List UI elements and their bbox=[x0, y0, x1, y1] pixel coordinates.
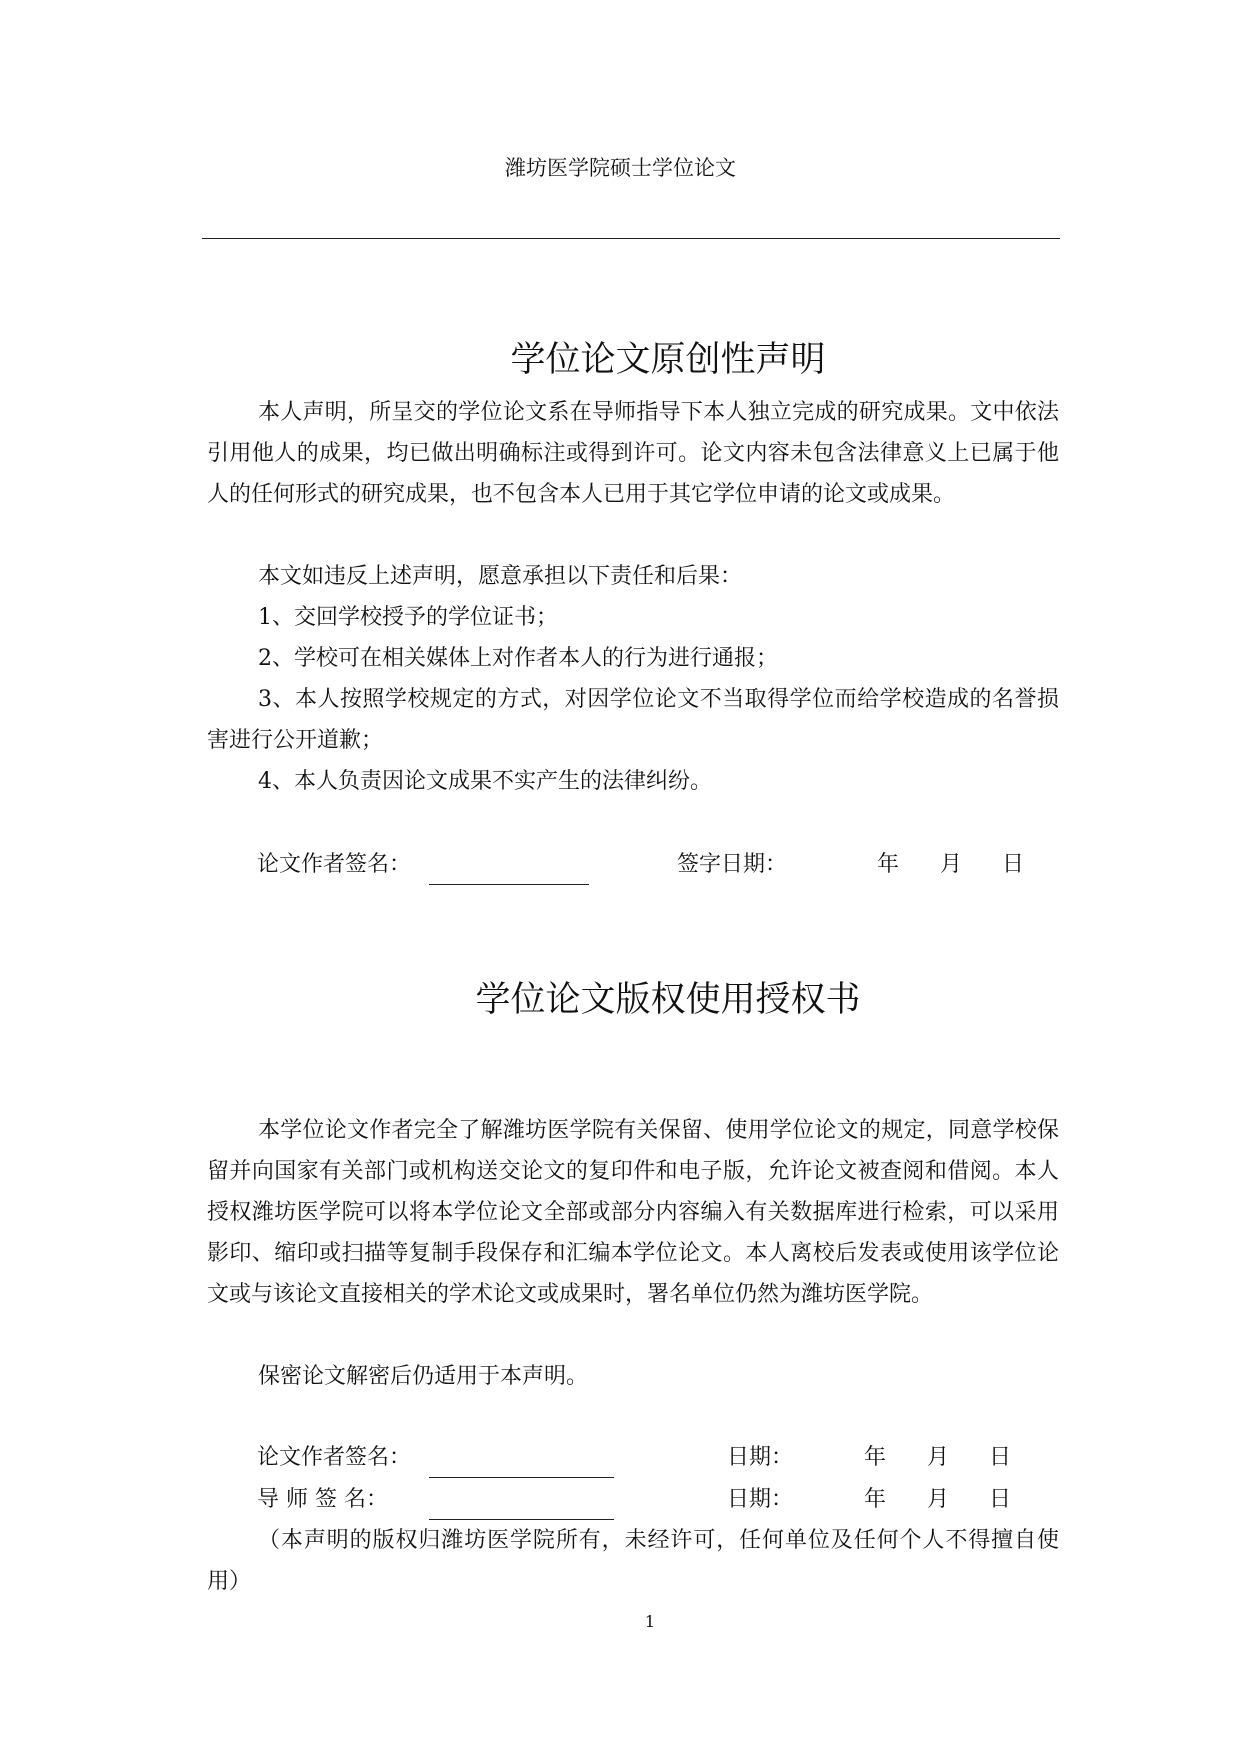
author-signature-label: 论文作者签名： bbox=[257, 852, 412, 877]
authorization-paragraph-1: 本学位论文作者完全了解潍坊医学院有关保留、使用学位论文的规定，同意学校保留并向国家有关部门或机构送交论文的复印件和电子版，允许论文被查阅和借阅。本人授权潍坊医学院可以将本学位论文全部或部分内容编入有关数据库进行检索，可以采用影印、缩印或扫描等复制手段保存和汇编本学位论文。本人离校后发表或使用该学位论文或与该论文直接相关的学术论文或成果时，署名单位仍然为潍坊医学院。 bbox=[207, 1118, 1059, 1307]
advisor-date-day: 日 bbox=[989, 1487, 1012, 1512]
declaration-item-4: 4、本人负责因论文成果不实产生的法律纠纷。 bbox=[258, 769, 712, 794]
running-header: 潍坊医学院硕士学位论文 bbox=[505, 156, 736, 180]
author-date-year: 年 bbox=[864, 1445, 887, 1470]
advisor-date-year: 年 bbox=[864, 1487, 887, 1512]
author-signature-label: 论文作者签名： bbox=[257, 1445, 412, 1470]
author-date-label: 日期： bbox=[727, 1445, 794, 1470]
sign-date-year: 年 bbox=[877, 852, 900, 877]
sign-date-label: 签字日期： bbox=[677, 852, 788, 877]
author-signature-line[interactable] bbox=[429, 1438, 614, 1478]
declaration-item-1: 1、交回学校授予的学位证书； bbox=[258, 605, 558, 630]
copyright-note: （本声明的版权归潍坊医学院所有，未经许可，任何单位及任何个人不得擅自使用） bbox=[207, 1528, 1059, 1594]
advisor-date-label: 日期： bbox=[727, 1487, 794, 1512]
sign-date-month: 月 bbox=[940, 852, 963, 877]
declaration-item-2: 2、学校可在相关媒体上对作者本人的行为进行通报； bbox=[258, 646, 778, 671]
declaration-paragraph-2: 本文如违反上述声明，愿意承担以下责任和后果： bbox=[258, 564, 743, 589]
author-date-month: 月 bbox=[927, 1445, 950, 1470]
sign-date-day: 日 bbox=[1002, 852, 1025, 877]
advisor-date-month: 月 bbox=[927, 1487, 950, 1512]
authorization-paragraph-2: 保密论文解密后仍适用于本声明。 bbox=[258, 1364, 589, 1389]
advisor-signature-line[interactable] bbox=[429, 1480, 614, 1520]
advisor-signature-label: 导 师 签 名： bbox=[257, 1487, 388, 1512]
declaration-paragraph-1: 本人声明，所呈交的学位论文系在导师指导下本人独立完成的研究成果。文中依法引用他人的成果，均已做出明确标注或得到许可。论文内容未包含法律意义上已属于他人的任何形式的研究成果，也不包含本人已用于其它学位申请的论文或成果。 bbox=[207, 400, 1059, 507]
declaration-item-3: 3、本人按照学校规定的方式，对因学位论文不当取得学位而给学校造成的名誉损害进行公开道歉； bbox=[207, 687, 1059, 753]
header-rule bbox=[202, 238, 1060, 239]
authorization-title: 学位论文版权使用授权书 bbox=[475, 980, 861, 1020]
author-date-day: 日 bbox=[989, 1445, 1012, 1470]
page-number: 1 bbox=[644, 1612, 656, 1631]
author-signature-line[interactable] bbox=[429, 845, 589, 885]
declaration-title: 学位论文原创性声明 bbox=[510, 340, 826, 380]
